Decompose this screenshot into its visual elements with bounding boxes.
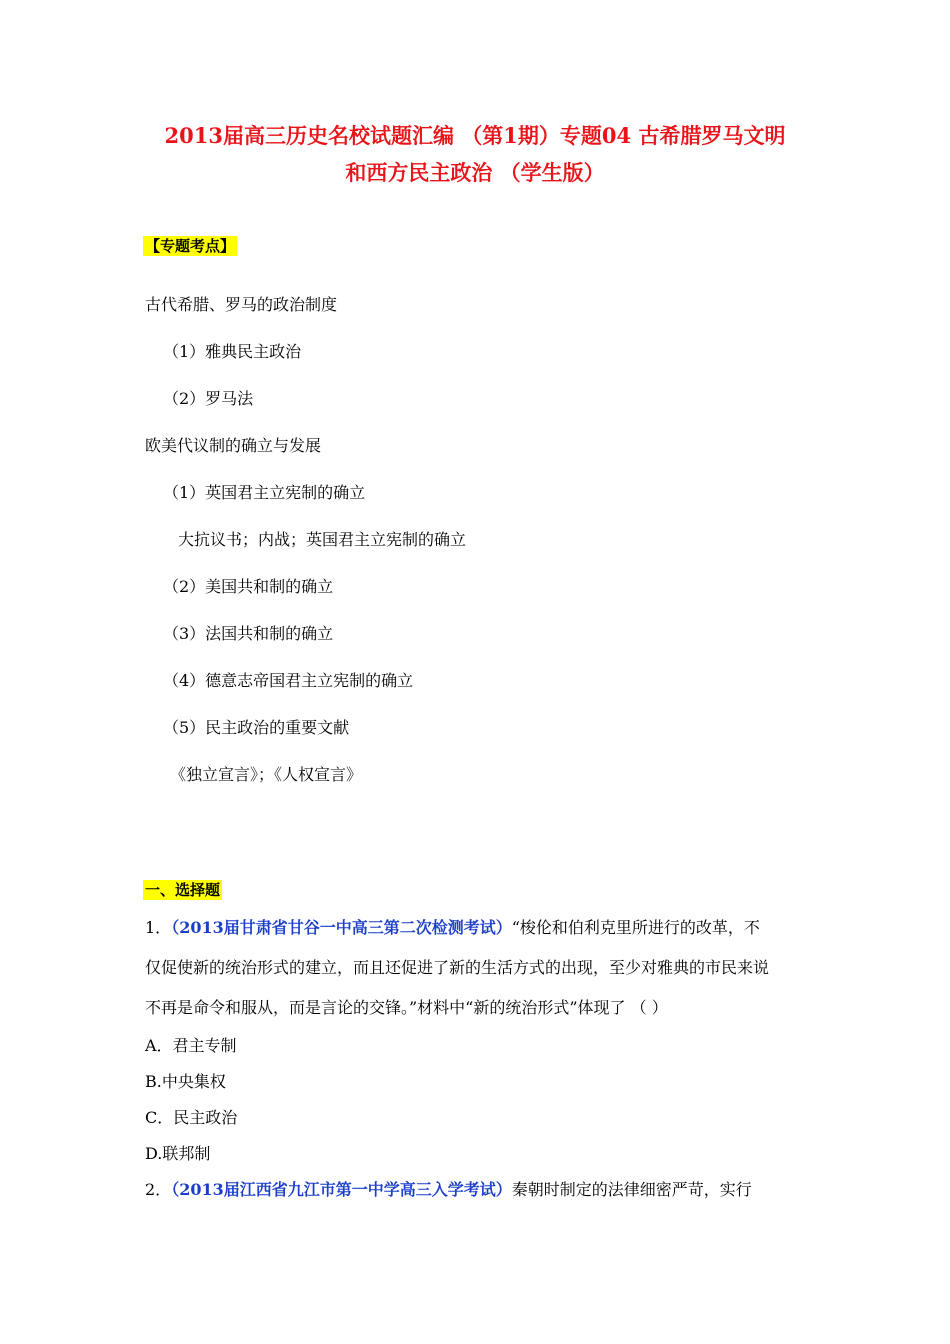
section-heading: 一、选择题: [145, 881, 221, 899]
topic-line: （1）雅典民主政治: [163, 342, 302, 361]
question-source: （2013届江西省九江市第一中学高三入学考试）: [171, 1180, 512, 1199]
topic-line: （2）罗马法: [163, 389, 254, 408]
question-source: （2013届甘肃省甘谷一中高三第二次检测考试）: [171, 918, 512, 937]
question-1-line-2: 仅促使新的统治形式的建立，而且还促进了新的生活方式的出现，至少对雅典的市民来说: [145, 958, 770, 977]
topic-line: 欧美代议制的确立与发展: [145, 436, 322, 455]
question-1-line-3: 不再是命令和服从，而是言论的交锋。”材料中“新的统治形式”体现了 （ ）: [145, 998, 668, 1017]
document-title-line-1: 2013届高三历史名校试题汇编 （第1期）专题04 古希腊罗马文明: [164, 123, 786, 148]
option-d: D.联邦制: [145, 1144, 211, 1163]
topic-line: （3）法国共和制的确立: [163, 624, 334, 643]
option-b: B.中央集权: [145, 1072, 226, 1091]
topic-line: 大抗议书；内战；英国君主立宪制的确立: [178, 530, 467, 549]
topic-line: 《独立宣言》；《人权宣言》: [170, 765, 363, 784]
question-1-line-1: [145, 917, 760, 939]
question-2-line-1: [145, 1179, 752, 1201]
topic-line: 古代希腊、罗马的政治制度: [145, 295, 338, 314]
topics-heading: 【专题考点】: [145, 237, 236, 255]
question-text: 秦朝时制定的法律细密严苛，实行: [511, 1180, 752, 1199]
option-c: C．民主政治: [145, 1108, 238, 1127]
question-number: 2．: [145, 1180, 172, 1199]
topic-line: （2）美国共和制的确立: [163, 577, 334, 596]
question-number: 1．: [145, 918, 172, 937]
question-text: “梭伦和伯利克里所进行的改革，不: [511, 918, 760, 937]
topic-line: （4）德意志帝国君主立宪制的确立: [163, 671, 414, 690]
topic-line: （1）英国君主立宪制的确立: [163, 483, 366, 502]
document-title-line-2: 和西方民主政治 （学生版）: [345, 160, 605, 185]
option-a: A．君主专制: [145, 1036, 237, 1055]
topic-line: （5）民主政治的重要文献: [163, 718, 350, 737]
